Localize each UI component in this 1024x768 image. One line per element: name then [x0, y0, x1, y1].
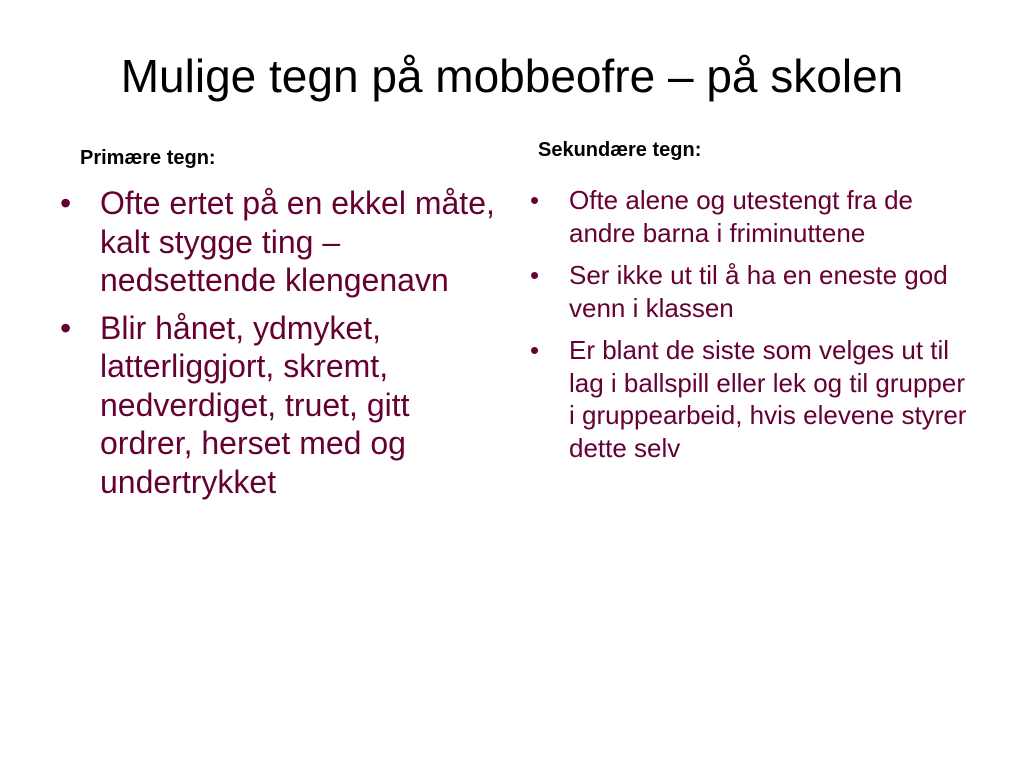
list-item-text: Er blant de siste som velges ut til lag i ballspill eller lek og til grupper i gruppearbeid, hvis elevene styrer dette selv [569, 335, 967, 463]
bullet-icon: • [530, 185, 540, 215]
list-item [60, 184, 500, 300]
list-item-text: Ofte ertet på en ekkel måte, kalt stygge ting – nedsettende klengenavn [100, 185, 495, 298]
list-item-text: Ofte alene og utestengt fra de andre barna i friminuttene [569, 185, 914, 248]
bullet-icon: • [60, 185, 72, 221]
bullet-icon: • [60, 309, 72, 346]
secondary-signs-list [530, 184, 970, 474]
primary-signs-list [60, 184, 500, 510]
list-item-text: Blir hånet, ydmyket, latterliggjort, skremt, nedverdiget, truet, gitt ordrer, herset med og undertrykket [100, 309, 410, 500]
slide-title: Mulige tegn på mobbeofre – på skolen [120, 50, 904, 102]
bullet-icon: • [530, 335, 540, 365]
list-item [530, 334, 970, 464]
secondary-signs-heading: Sekundære tegn: [538, 139, 702, 161]
primary-signs-heading: Primære tegn: [80, 147, 216, 169]
list-item [530, 259, 970, 324]
list-item [530, 184, 970, 249]
list-item [60, 309, 500, 502]
list-item-text: Ser ikke ut til å ha en eneste god venn i klassen [569, 260, 948, 323]
bullet-icon: • [530, 260, 540, 290]
